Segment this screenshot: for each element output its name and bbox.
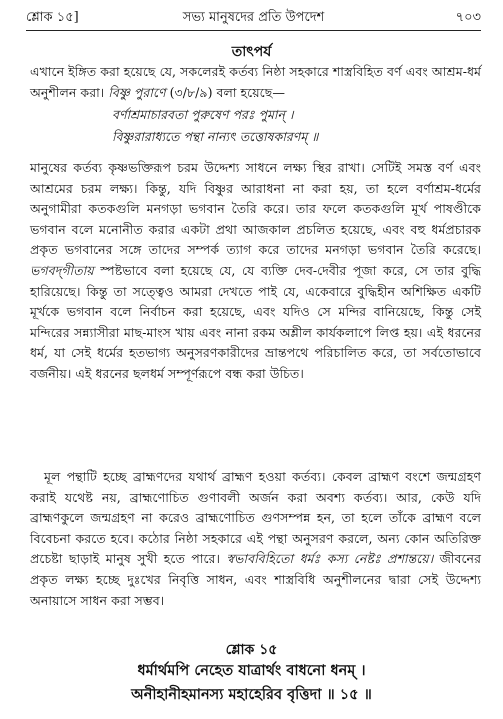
intro-text: এখানে ইঙ্গিত করা হয়েছে যে, সকলেরই কর্তব্য নিষ্ঠা সহকারে শাস্ত্রবিহিত বর্ণ এবং আশ্রম-ধর্ম অনুশীলন করা।: [30, 64, 481, 100]
intro-tail: (৩/৮/৯) বলা হয়েছে—: [165, 84, 285, 100]
intro-paragraph: [30, 62, 481, 103]
sloka-title: শ্লোক ১৫: [225, 642, 278, 658]
paragraph-2-text: মূল পন্থাটি হচ্ছে ব্রাহ্মণদের যথার্থ ব্রাহ্মণ হওয়া কর্তব্য। কেবল ব্রাহ্মণ বংশে জন্মগ্রহণ করাই যথেষ্ট নয়, ব্রাহ্মণোচিত গুণাবলী অর্জন করা অবশ্য কর্তব্য। আর, কেউ যদি ব্রাহ্মণকুলে জন্মগ্রহণ না করেও ব্রাহ্মণোচিত গুণসম্পন্ন হন, তা হলে তাঁকে ব্রাহ্মণ বলে বিবেচনা করতে হবে। কঠোর নিষ্ঠা সহকারে এই পন্থা অনুসরণ করলে, অন্য কোন অতিরিক্ত প্রচেষ্টা ছাড়াই মানুষ সুখী হতে পারে।: [30, 469, 481, 567]
sloka-line-1: ধর্মার্থমপি নেহেত যাত্রার্থং বাধনো ধনম্‌ ।: [137, 662, 366, 679]
header-rule: [26, 30, 481, 31]
quote-line-2: বিষ্ণুরারাধ্যতে পন্থা নান্যৎ তত্তোষকারণম্‌ ॥: [112, 129, 319, 144]
running-header: [26, 8, 481, 30]
paragraph-2-tail: জীবনের প্রকৃত লক্ষ্য হচ্ছে দুঃখের নিবৃত্তি সাধন, এবং শাস্ত্রবিধি অনুশীলনের দ্বারা সেই উদ্দেশ্য অনায়াসে সাধন করা সম্ভব।: [30, 551, 482, 608]
header-chapter-title: সভ্য মানুষদের প্রতি উপদেশ: [182, 10, 325, 25]
quote-line-1: বর্ণাশ্রমাচারবতা পুরুষেণ পরঃ পুমান্‌ ।: [112, 107, 294, 122]
paragraph-1-source: ভগবদ্‌গীতায়: [30, 262, 94, 278]
paragraph-2: [30, 467, 481, 611]
paragraph-1-tail: স্পষ্টভাবে বলা হয়েছে যে, যে ব্যক্তি দেব-দেবীর পূজা করে, সে তার বুদ্ধি হারিয়েছে। কিন্তু তা সত্ত্বেও আমরা দেখতে পাই যে, একেবারে বুদ্ধিহীন অশিক্ষিত একটি মূর্খকে ভগবান বলে নির্বাচন করা হয়েছে, এবং যদিও সে মন্দির বানিয়েছে, কিন্তু সেই মন্দিরের সন্ন্যাসীরা মাছ-মাংস খায় এবং নানা রকম অশ্লীল কার্যকলাপে লিপ্ত হয়। এই ধরনের ধর্ম, যা সেই ধর্মের হতভাগ্য অনুসরণকারীদের ভ্রান্তপথে পরিচালিত করে, তা সর্বতোভাবে বর্জনীয়। এই ধরনের ছলধর্ম সম্পূর্ণরূপে বন্ধ করা উচিত।: [30, 262, 481, 381]
page-number: ৭০৩: [455, 10, 481, 25]
header-verse-ref: শ্লোক ১৫]: [26, 10, 79, 25]
paragraph-1: [30, 158, 481, 385]
intro-source: বিষ্ণু পুরাণে: [108, 84, 166, 100]
purport-title: তাৎপর্য: [231, 44, 272, 60]
paragraph-1-text: মানুষের কর্তব্য কৃষ্ণভক্তিরূপ চরম উদ্দেশ্য সাধনে লক্ষ্য স্থির রাখা। সেটিই সমস্ত বর্ণ এবং আশ্রমের চরম লক্ষ্য। কিন্তু, যদি বিষ্ণুর আরাধনা না করা হয়, তা হলে বর্ণাশ্রম-ধর্মের অনুগামীরা কতকগুলি মনগড়া ভগবান তৈরি করে। তার ফলে কতকগুলি মূর্খ পাষণ্ডীকে ভগবান বলে মনোনীত করার একটা প্রথা আজকাল প্রচলিত হয়েছে, এবং বহু ধর্মপ্রচারক প্রকৃত ভগবানের সঙ্গে তাদের সম্পর্ক ত্যাগ করে তাদের মনগড়া ভগবান তৈরি করেছে।: [30, 160, 481, 258]
paragraph-2-quote: স্বভাববিহিতো ধর্মঃ কস্য নেষ্টঃ প্রশান্তয়ে।: [226, 551, 434, 567]
sloka-line-2: অনীহানীহমানস্য মহাহেরিব বৃত্তিদা ॥ ১৫ ॥: [131, 686, 372, 703]
